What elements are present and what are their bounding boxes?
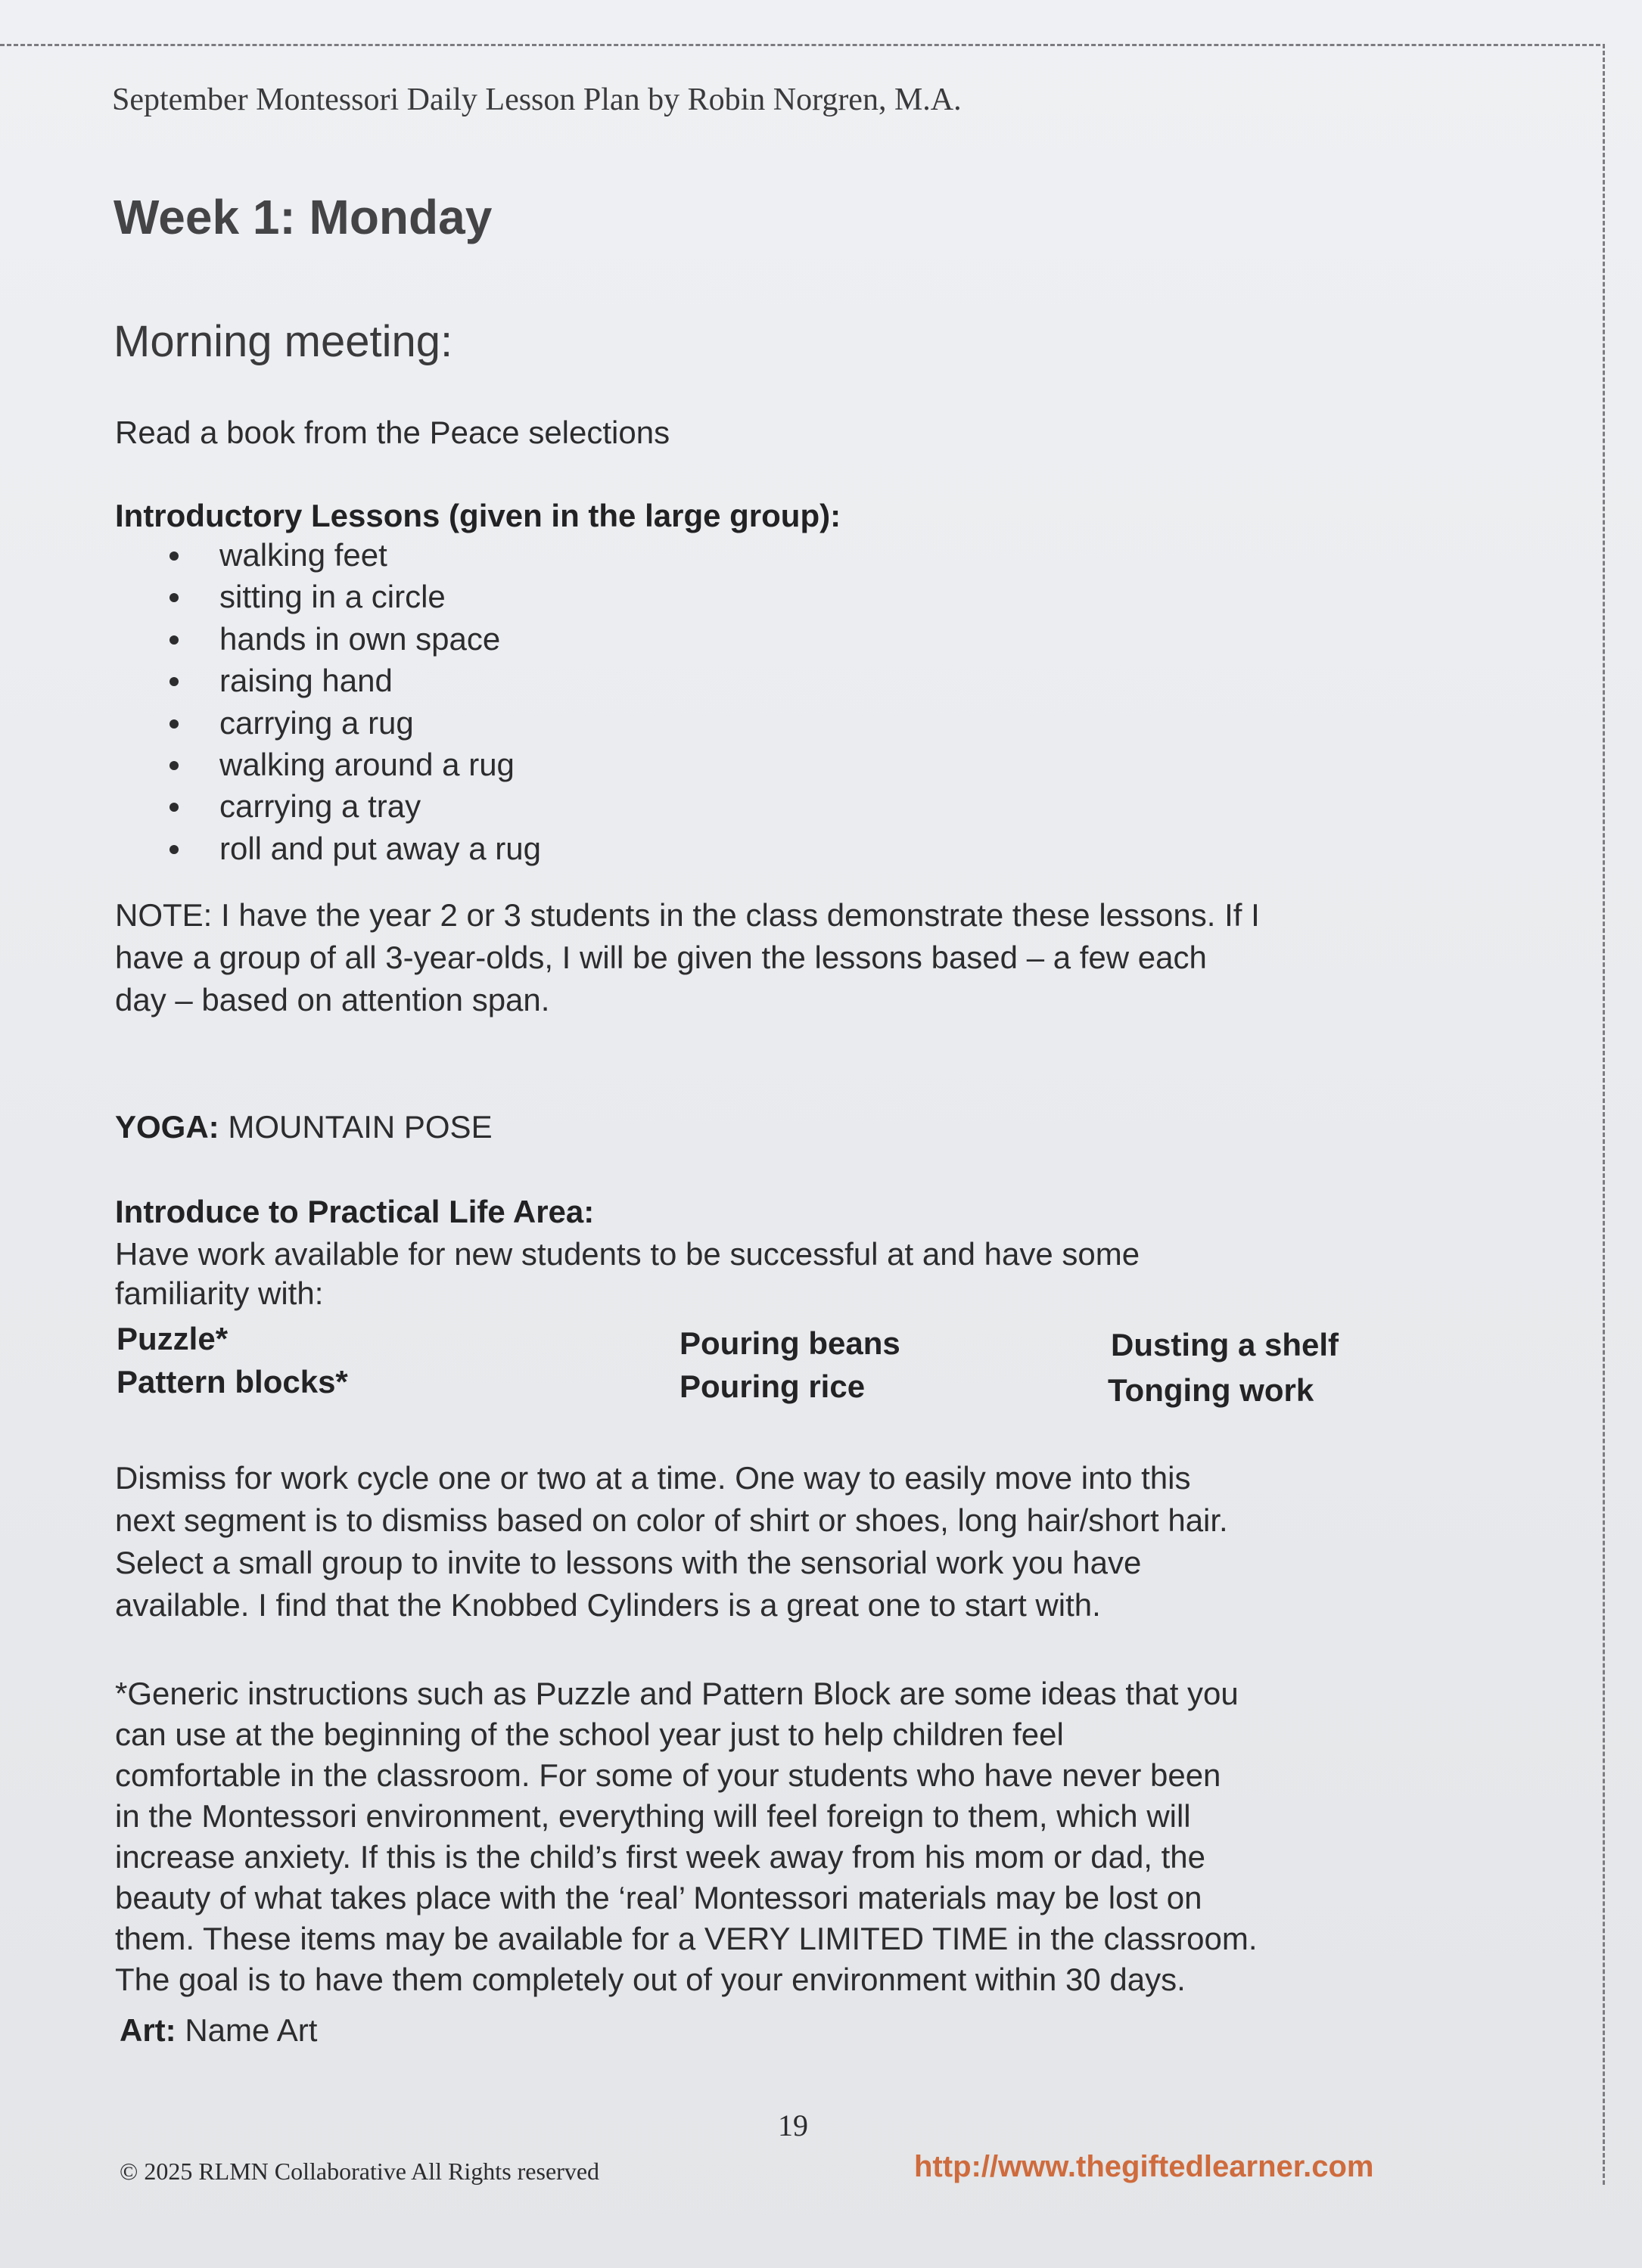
list-item-label: sitting in a circle [219, 579, 446, 615]
activity-dusting-shelf: Dusting a shelf [1111, 1327, 1339, 1362]
list-item-label: carrying a tray [219, 788, 421, 825]
generic-line: The goal is to have them completely out of your environment within 30 days. [115, 1962, 1186, 1997]
practical-life-section [115, 1191, 1140, 1312]
intro-lessons-heading [115, 495, 841, 537]
yoga-line [115, 1106, 493, 1148]
art-value: Name Art [176, 2012, 318, 2048]
page-border-right [1603, 44, 1605, 2185]
generic-line: comfortable in the classroom. For some of your students who have never been [115, 1757, 1221, 1793]
dismiss-line: Select a small group to invite to lessons with the sensorial work you have [115, 1545, 1142, 1580]
note-line: NOTE: I have the year 2 or 3 students in the class demonstrate these lessons. If I [115, 897, 1260, 933]
yoga-label: YOGA: [115, 1109, 219, 1145]
intro-lessons-heading-text: Introductory Lessons (given in the large group): [115, 498, 841, 533]
note-paragraph [115, 894, 1260, 1021]
bullet-icon [169, 719, 179, 729]
practical-life-heading [115, 1191, 1140, 1233]
activity-pattern-blocks: Pattern blocks* [117, 1364, 348, 1400]
list-item [115, 660, 541, 701]
bullet-icon [169, 803, 179, 812]
generic-line: them. These items may be available for a VERY LIMITED TIME in the classroom. [115, 1921, 1258, 1956]
list-item [115, 785, 541, 827]
website-link[interactable]: http://www.thegiftedlearner.com [914, 2150, 1374, 2183]
bullet-icon [169, 761, 179, 770]
list-item [115, 576, 541, 617]
list-item [115, 534, 541, 576]
page-border-top [0, 44, 1600, 46]
yoga-value: MOUNTAIN POSE [219, 1109, 493, 1145]
list-item-label: hands in own space [219, 620, 501, 657]
note-line: day – based on attention span. [115, 982, 550, 1017]
bullet-icon [169, 551, 179, 561]
generic-line: beauty of what takes place with the ‘real’ Montessori materials may be lost on [115, 1880, 1202, 1915]
generic-line: can use at the beginning of the school year just to help children feel [115, 1717, 1064, 1752]
list-item [115, 702, 541, 744]
bullet-icon [169, 593, 179, 602]
dismiss-paragraph [115, 1457, 1228, 1626]
practical-life-heading-text: Introduce to Practical Life Area: [115, 1194, 595, 1229]
list-item-label: roll and put away a rug [219, 830, 541, 866]
running-header: September Montessori Daily Lesson Plan by Robin Norgren, M.A. [112, 82, 962, 117]
practical-life-line: familiarity with: [115, 1275, 324, 1311]
list-item-label: walking feet [219, 537, 387, 573]
bullet-icon [169, 845, 179, 854]
bullet-icon [169, 635, 179, 645]
week-title: Week 1: Monday [114, 190, 493, 244]
list-item-label: carrying a rug [219, 704, 414, 741]
copyright-notice: © 2025 RLMN Collaborative All Rights reserved [120, 2158, 600, 2185]
list-item [115, 618, 541, 660]
art-label: Art: [120, 2012, 176, 2048]
generic-line: increase anxiety. If this is the child’s first week away from his mom or dad, the [115, 1839, 1206, 1875]
list-item [115, 828, 541, 869]
generic-line: *Generic instructions such as Puzzle and Pattern Block are some ideas that you [115, 1676, 1239, 1711]
list-item-label: walking around a rug [219, 747, 515, 783]
list-item-label: raising hand [219, 663, 393, 699]
generic-instructions-paragraph [115, 1673, 1258, 2000]
list-item [115, 744, 541, 785]
morning-meeting-title: Morning meeting: [114, 317, 453, 366]
read-book-line: Read a book from the Peace selections [115, 415, 670, 450]
dismiss-line: next segment is to dismiss based on color of shirt or shoes, long hair/short hair. [115, 1502, 1228, 1538]
activity-pouring-beans: Pouring beans [680, 1325, 900, 1361]
art-line [120, 2009, 317, 2052]
activity-pouring-rice: Pouring rice [680, 1369, 866, 1404]
activity-tonging-work: Tonging work [1108, 1372, 1314, 1408]
bullet-icon [169, 677, 179, 686]
generic-line: in the Montessori environment, everything will feel foreign to them, which will [115, 1798, 1191, 1834]
practical-life-line: Have work available for new students to be successful at and have some [115, 1236, 1140, 1272]
activity-puzzle: Puzzle* [117, 1321, 229, 1356]
dismiss-line: available. I find that the Knobbed Cylinders is a great one to start with. [115, 1587, 1101, 1623]
page-number: 19 [778, 2108, 808, 2142]
note-line: have a group of all 3-year-olds, I will be given the lessons based – a few each [115, 940, 1207, 975]
intro-lessons-list [115, 534, 541, 869]
dismiss-line: Dismiss for work cycle one or two at a time. One way to easily move into this [115, 1460, 1191, 1496]
